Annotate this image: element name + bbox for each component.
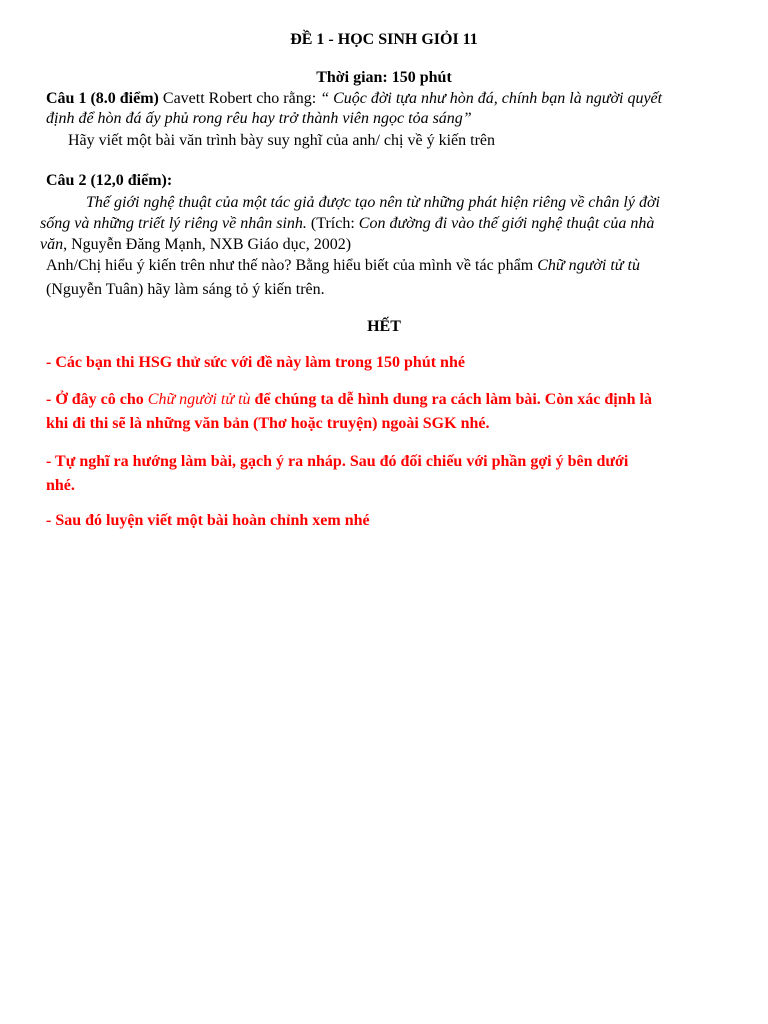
question-1-line-1	[46, 89, 662, 109]
question-2-label: Câu 2 (12,0 điểm):	[46, 172, 173, 189]
note-2-work-title: Chữ người tử tù	[147, 391, 251, 408]
question-2-citation-open: (Trích:	[306, 215, 359, 232]
question-2-line-3	[40, 235, 351, 255]
end-marker: HẾT	[367, 318, 401, 335]
note-4: - Sau đó luyện viết một bài hoàn chỉnh xem nhé	[46, 512, 370, 529]
question-2-task-line-2: (Nguyễn Tuân) hãy làm sáng tỏ ý kiến trên.	[46, 281, 325, 298]
question-2-task-line-1	[46, 256, 640, 276]
note-3-line-2: nhé.	[46, 477, 75, 494]
note-2-line-2: khi đi thi sẽ là những văn bản (Thơ hoặc truyện) ngoài SGK nhé.	[46, 415, 490, 432]
note-2-text-a: - Ở đây cô cho	[46, 391, 148, 408]
question-2-quote-part-1: Thế giới nghệ thuật của một tác giả được tạo nên từ những phát hiện riêng về chân lý đời	[86, 194, 660, 211]
question-2-citation-rest: , Nguyễn Đăng Mạnh, NXB Giáo dục, 2002)	[63, 236, 352, 253]
question-2-line-2	[40, 214, 654, 234]
question-2-task-text: Anh/Chị hiểu ý kiến trên như thế nào? Bằng hiểu biết của mình về tác phẩm	[46, 257, 538, 274]
question-2-citation-title-part-2: văn	[40, 236, 64, 253]
note-2-line-1	[46, 390, 652, 410]
question-2-citation-title-part-1: Con đường đi vào thế giới nghệ thuật của nhà	[358, 215, 655, 232]
question-1-quote-part-2: định để hòn đá ấy phủ rong rêu hay trở thành viên ngọc tỏa sáng”	[46, 110, 472, 127]
question-1-task: Hãy viết một bài văn trình bày suy nghĩ của anh/ chị về ý kiến trên	[68, 132, 495, 149]
question-1-quote-part-1: “ Cuộc đời tựa như hòn đá, chính bạn là người quyết	[320, 90, 663, 107]
question-2-quote-part-2: sống và những triết lý riêng về nhân sinh.	[40, 215, 307, 232]
note-1: - Các bạn thi HSG thử sức với đề này làm trong 150 phút nhé	[46, 354, 465, 371]
document-title: ĐỀ 1 - HỌC SINH GIỎI 11	[290, 31, 478, 48]
note-2-text-b: để chúng ta dễ hình dung ra cách làm bài. Còn xác định là	[250, 391, 652, 408]
question-1-label: Câu 1 (8.0 điểm)	[46, 90, 159, 107]
question-2-work-title: Chữ người tử tù	[537, 257, 640, 274]
question-1-intro: Cavett Robert cho rằng:	[158, 90, 321, 107]
exam-time: Thời gian: 150 phút	[316, 69, 452, 86]
note-3-line-1: - Tự nghĩ ra hướng làm bài, gạch ý ra nháp. Sau đó đối chiếu với phần gợi ý bên dưới	[46, 453, 629, 470]
